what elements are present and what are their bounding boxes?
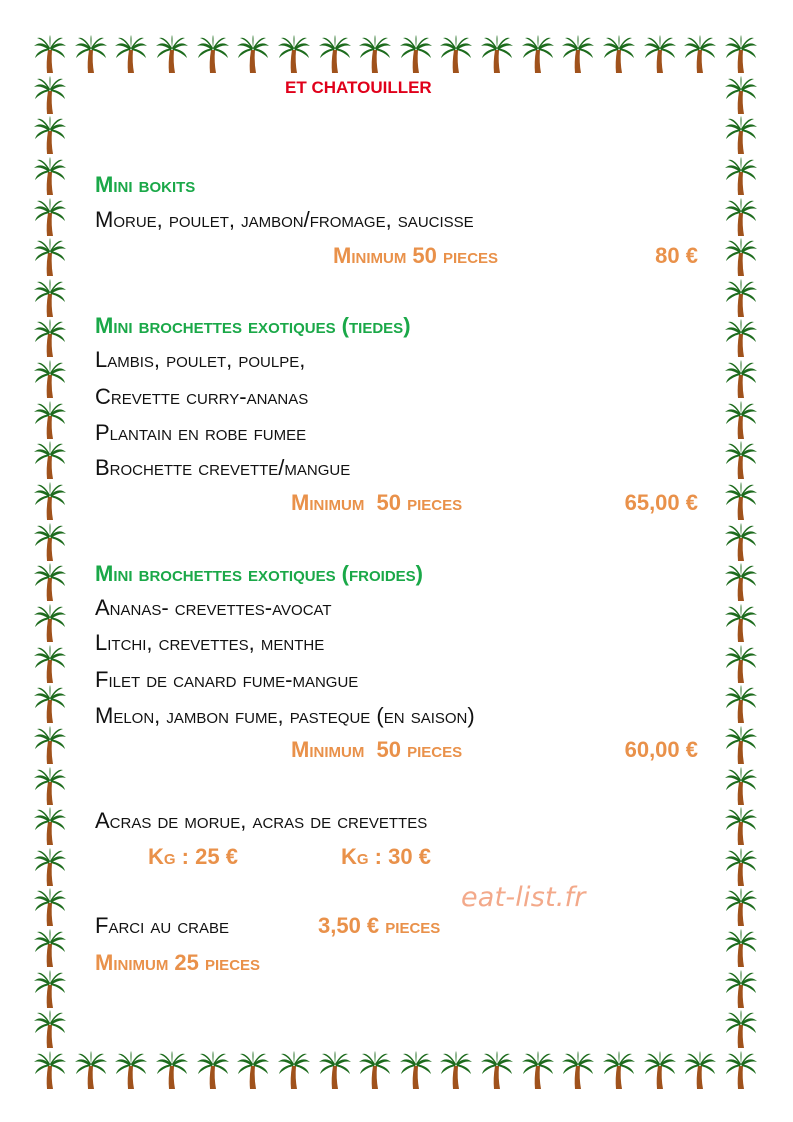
palm-tree-icon xyxy=(602,34,636,74)
palm-tree-icon xyxy=(33,34,67,74)
palm-tree-icon xyxy=(33,562,67,602)
palm-tree-icon xyxy=(521,34,555,74)
minimum-text: Minimum 50 pieces xyxy=(291,490,463,515)
price-text: 80 € xyxy=(655,243,698,268)
item-line: Lambis, poulet, poulpe, xyxy=(95,347,306,372)
minimum-text: Minimum 50 pieces xyxy=(291,737,463,762)
palm-tree-icon xyxy=(724,644,758,684)
minimum-text: Minimum 50 pieces xyxy=(333,243,499,268)
palm-tree-icon xyxy=(33,400,67,440)
palm-tree-icon xyxy=(318,34,352,74)
palm-tree-icon xyxy=(318,1050,352,1090)
palm-tree-icon xyxy=(33,156,67,196)
palm-tree-icon xyxy=(561,1050,595,1090)
palm-tree-icon xyxy=(155,1050,189,1090)
palm-tree-icon xyxy=(399,34,433,74)
palm-tree-icon xyxy=(196,1050,230,1090)
palm-tree-icon xyxy=(33,1050,67,1090)
item-line: Litchi, crevettes, menthe xyxy=(95,630,325,655)
palm-tree-icon xyxy=(724,684,758,724)
palm-tree-icon xyxy=(33,1009,67,1049)
palm-tree-icon xyxy=(724,34,758,74)
palm-tree-icon xyxy=(358,1050,392,1090)
palm-tree-icon xyxy=(683,1050,717,1090)
item-line: Brochette crevette/mangue xyxy=(95,455,351,480)
palm-tree-icon xyxy=(33,644,67,684)
palm-tree-icon xyxy=(33,725,67,765)
palm-tree-icon xyxy=(602,1050,636,1090)
palm-tree-icon xyxy=(724,1009,758,1049)
item-line: Filet de canard fume-mangue xyxy=(95,667,359,692)
palm-tree-icon xyxy=(33,75,67,115)
acras-line: Acras de morue, acras de crevettes xyxy=(95,808,428,833)
palm-tree-icon xyxy=(724,562,758,602)
palm-tree-icon xyxy=(724,522,758,562)
palm-tree-icon xyxy=(33,806,67,846)
palm-tree-icon xyxy=(439,34,473,74)
item-line: Morue, poulet, jambon/fromage, saucisse xyxy=(95,207,474,232)
palm-tree-icon xyxy=(724,603,758,643)
palm-tree-icon xyxy=(724,1050,758,1090)
palm-tree-icon xyxy=(236,1050,270,1090)
item-line: Melon, jambon fume, pasteque (en saison) xyxy=(95,703,475,728)
palm-tree-icon xyxy=(480,34,514,74)
palm-tree-icon xyxy=(724,440,758,480)
palm-tree-icon xyxy=(724,806,758,846)
palm-tree-icon xyxy=(399,1050,433,1090)
palm-tree-icon xyxy=(33,237,67,277)
palm-tree-icon xyxy=(277,1050,311,1090)
acras-price-morue: Kg : 25 € xyxy=(148,844,238,869)
palm-tree-icon xyxy=(33,969,67,1009)
palm-tree-icon xyxy=(33,481,67,521)
palm-tree-icon xyxy=(724,318,758,358)
section-heading: Mini bokits xyxy=(95,172,196,197)
palm-tree-icon xyxy=(683,34,717,74)
palm-tree-icon xyxy=(724,197,758,237)
farci-price: 3,50 € pieces xyxy=(318,913,441,938)
palm-tree-icon xyxy=(724,278,758,318)
farci-line: Farci au crabe xyxy=(95,913,230,938)
acras-price-crevettes: Kg : 30 € xyxy=(341,844,431,869)
palm-tree-icon xyxy=(724,887,758,927)
item-line: Crevette curry-ananas xyxy=(95,384,309,409)
palm-tree-icon xyxy=(724,928,758,968)
farci-minimum: Minimum 25 pieces xyxy=(95,950,261,975)
palm-tree-icon xyxy=(33,684,67,724)
palm-tree-icon xyxy=(643,34,677,74)
palm-tree-icon xyxy=(33,115,67,155)
palm-tree-icon xyxy=(33,766,67,806)
price-text: 60,00 € xyxy=(624,737,698,762)
palm-tree-icon xyxy=(724,766,758,806)
price-text: 65,00 € xyxy=(624,490,698,515)
palm-tree-icon xyxy=(724,359,758,399)
palm-tree-icon xyxy=(236,34,270,74)
palm-tree-icon xyxy=(277,34,311,74)
palm-tree-icon xyxy=(33,318,67,358)
palm-tree-icon xyxy=(33,278,67,318)
palm-tree-icon xyxy=(114,1050,148,1090)
palm-tree-icon xyxy=(724,115,758,155)
palm-tree-icon xyxy=(33,359,67,399)
palm-tree-icon xyxy=(724,969,758,1009)
palm-tree-icon xyxy=(724,400,758,440)
palm-tree-icon xyxy=(74,34,108,74)
palm-tree-icon xyxy=(521,1050,555,1090)
palm-tree-icon xyxy=(155,34,189,74)
palm-tree-icon xyxy=(33,928,67,968)
palm-tree-icon xyxy=(439,1050,473,1090)
palm-tree-icon xyxy=(724,75,758,115)
palm-tree-icon xyxy=(74,1050,108,1090)
palm-tree-icon xyxy=(724,237,758,277)
palm-tree-icon xyxy=(33,847,67,887)
palm-tree-icon xyxy=(33,522,67,562)
palm-tree-icon xyxy=(561,34,595,74)
palm-tree-icon xyxy=(724,156,758,196)
palm-tree-icon xyxy=(33,603,67,643)
palm-tree-icon xyxy=(724,847,758,887)
section-heading: Mini brochettes exotiques (froides) xyxy=(95,561,424,586)
section-heading: Mini brochettes exotiques (tiedes) xyxy=(95,313,411,338)
palm-tree-icon xyxy=(358,34,392,74)
palm-tree-icon xyxy=(480,1050,514,1090)
palm-tree-icon xyxy=(114,34,148,74)
palm-tree-icon xyxy=(724,725,758,765)
palm-tree-icon xyxy=(724,481,758,521)
page-title: ET CHATOUILLER xyxy=(285,78,432,97)
palm-tree-icon xyxy=(33,197,67,237)
watermark-text: eat-list.fr xyxy=(461,882,586,913)
palm-tree-icon xyxy=(196,34,230,74)
palm-tree-icon xyxy=(33,887,67,927)
palm-tree-icon xyxy=(643,1050,677,1090)
palm-tree-icon xyxy=(33,440,67,480)
item-line: Plantain en robe fumee xyxy=(95,420,307,445)
item-line: Ananas- crevettes-avocat xyxy=(95,595,332,620)
